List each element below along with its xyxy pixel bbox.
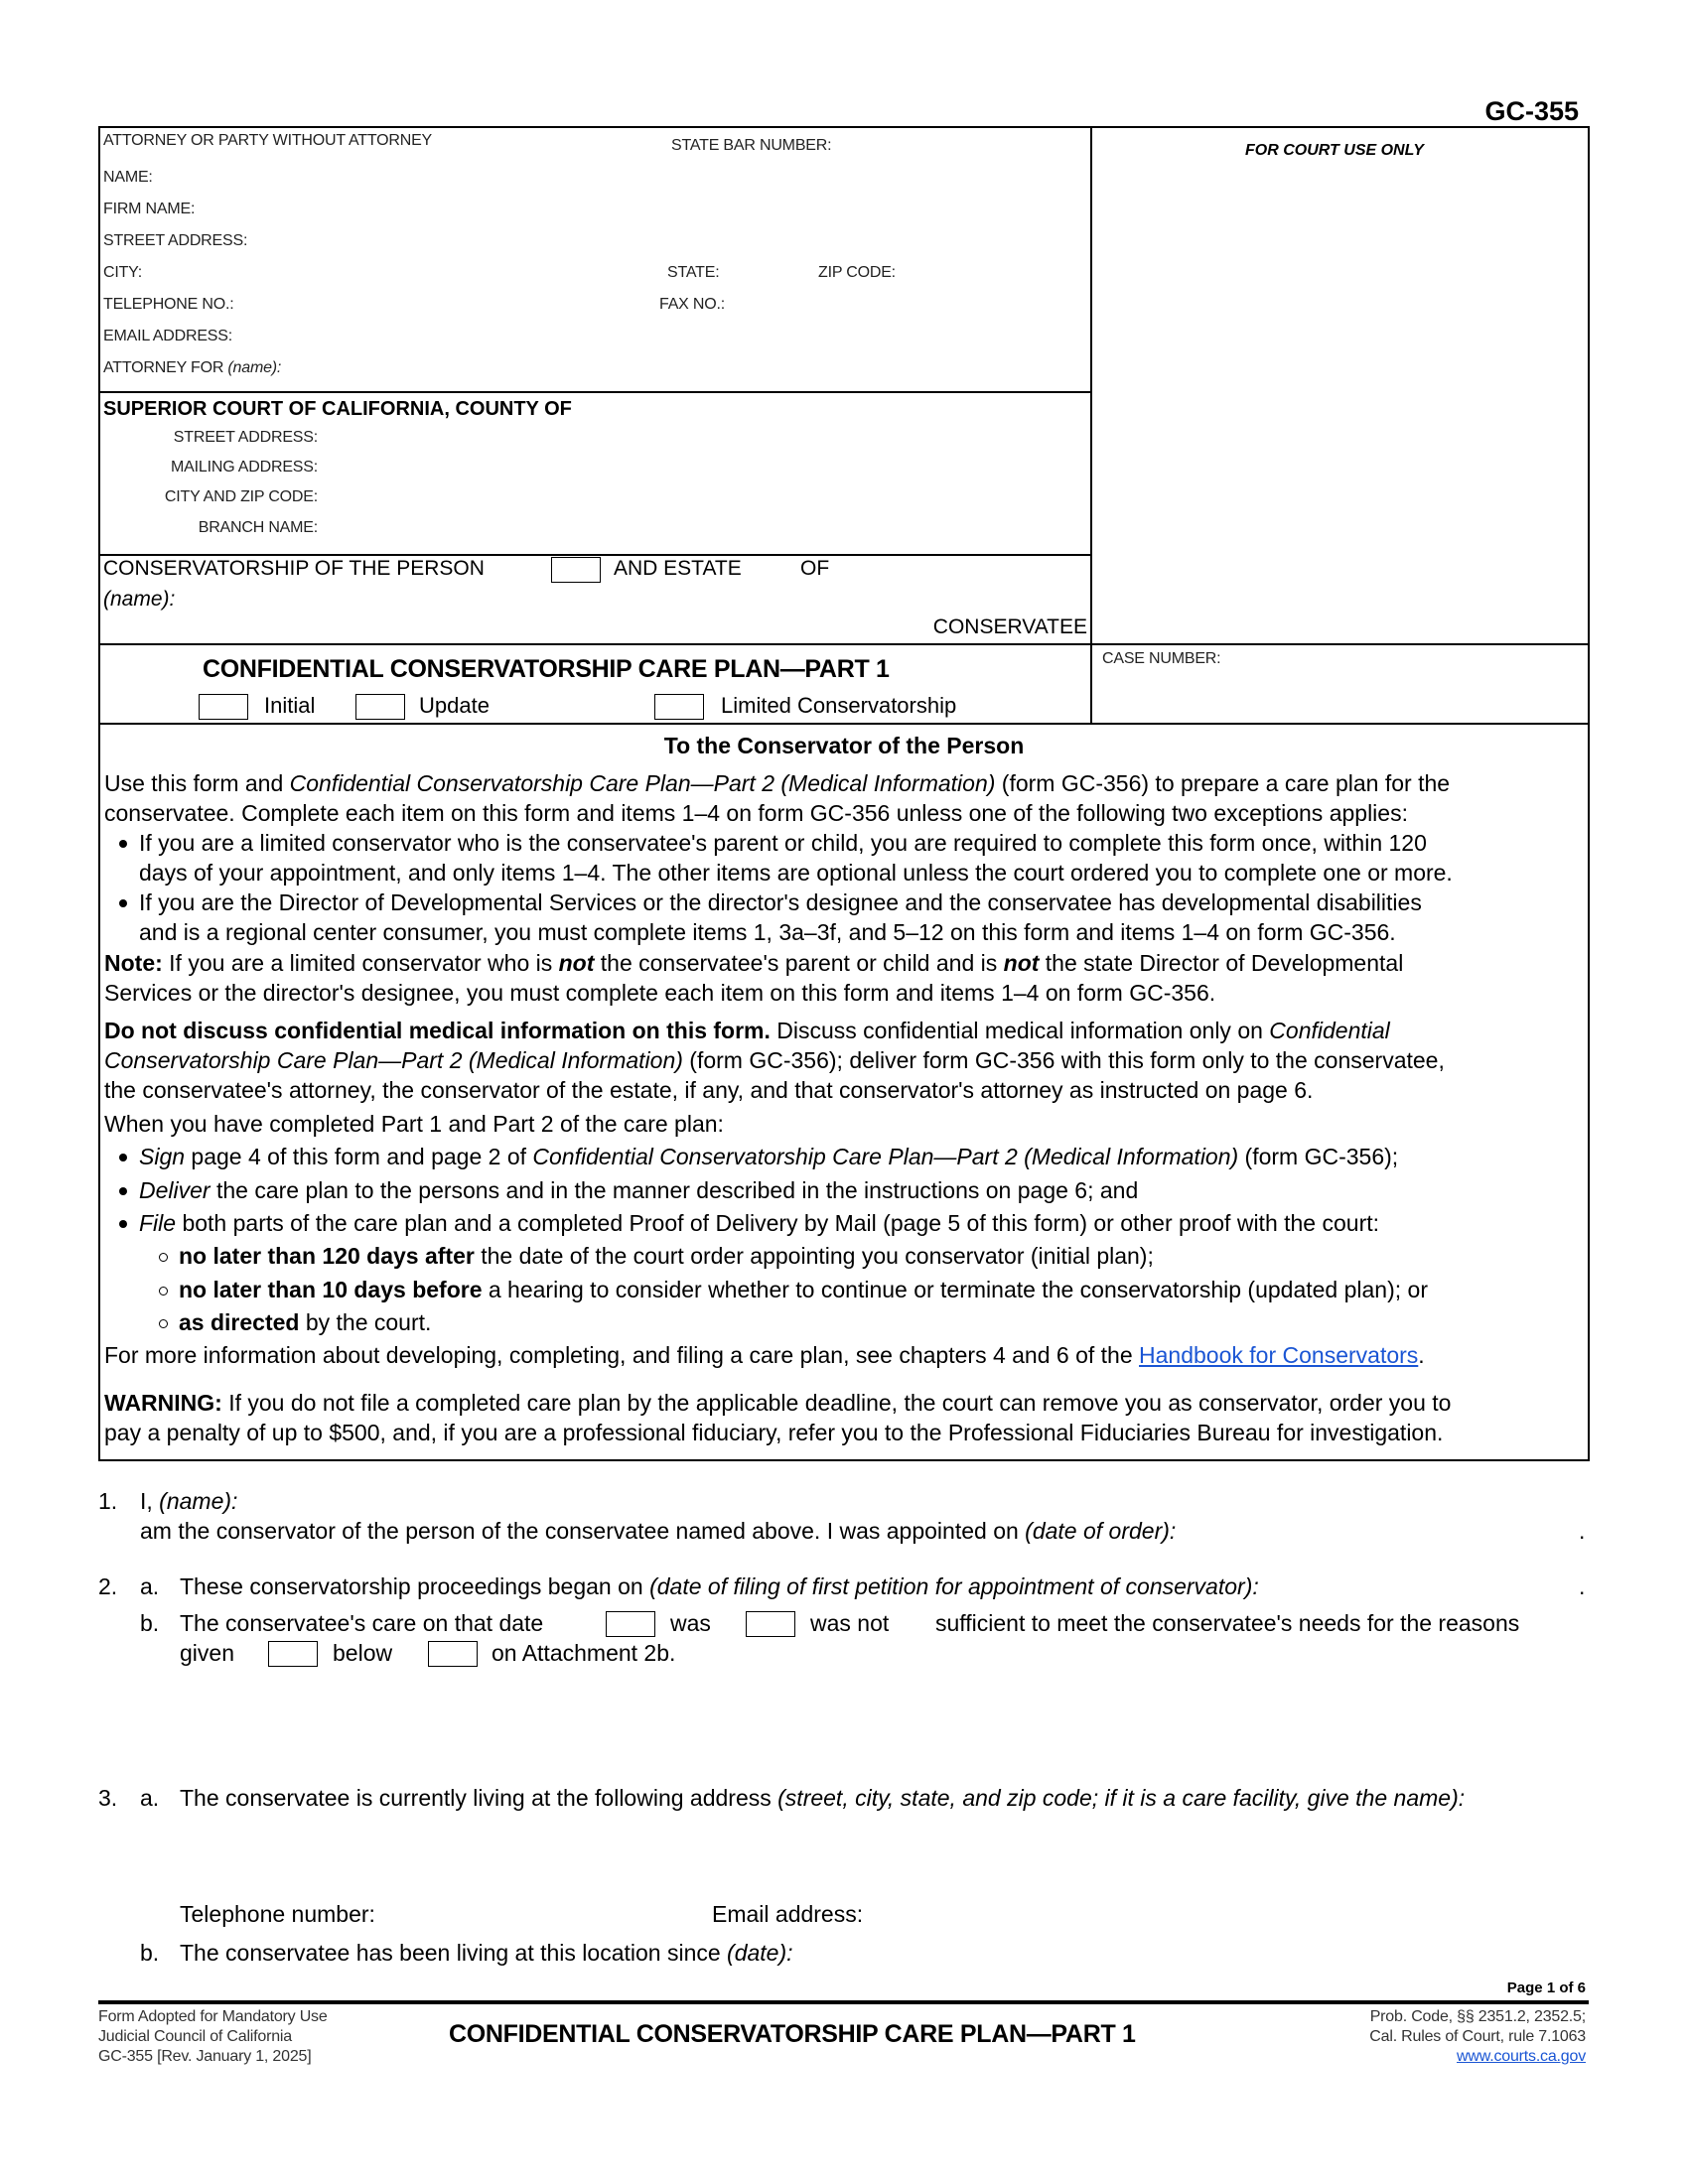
- file-step: [139, 1208, 1379, 1238]
- more-info: [104, 1340, 1425, 1370]
- text: both parts of the care plan and a completed Proof of Delivery by Mail (page 5 of this form) or other proof with the court:: [176, 1210, 1380, 1236]
- item-2b-letter: b.: [140, 1610, 160, 1636]
- bullet-icon: [119, 840, 127, 848]
- conservatee-email-input[interactable]: [884, 1899, 1583, 1929]
- circle-bullet-icon: [159, 1253, 168, 1262]
- form-id: GC-355: [1484, 96, 1579, 126]
- item-1-number: 1.: [98, 1488, 118, 1514]
- text: the care plan to the persons and in the manner described in the instructions on page 6; and: [210, 1177, 1139, 1203]
- instructions-heading: To the Conservator of the Person: [663, 733, 1025, 758]
- state-label: STATE:: [667, 264, 720, 281]
- below-label: below: [333, 1640, 393, 1666]
- handbook-link[interactable]: Handbook for Conservators: [1139, 1342, 1419, 1368]
- caption-of-label: OF: [800, 557, 830, 580]
- reasons-attachment-checkbox[interactable]: [428, 1641, 478, 1667]
- text: The conservatee is currently living at the following address: [180, 1785, 778, 1811]
- footer-council: Judicial Council of California: [98, 2028, 292, 2045]
- header-top-border: [98, 126, 1590, 128]
- title-bottom-border: [98, 723, 1590, 725]
- text: no later than 10 days before: [179, 1277, 483, 1302]
- telephone-input[interactable]: [248, 292, 649, 318]
- attorney-for-label: [103, 359, 281, 377]
- item-3b-text: [180, 1938, 793, 1968]
- telephone-label: TELEPHONE NO.:: [103, 296, 234, 313]
- text: am the conservator of the person of the conservatee named above. I was appointed on: [140, 1518, 1026, 1544]
- item-3a-text: [180, 1783, 1465, 1813]
- text: I,: [140, 1488, 160, 1514]
- text: (form GC-356);: [1238, 1144, 1399, 1169]
- period: .: [1579, 1518, 1586, 1544]
- street-address-label: STREET ADDRESS:: [103, 232, 248, 249]
- footer-prob-code: Prob. Code, §§ 2351.2, 2352.5;: [1369, 2008, 1586, 2025]
- text: the state Director of Developmental: [1039, 950, 1404, 976]
- text: by the court.: [299, 1309, 432, 1335]
- city-label: CITY:: [103, 264, 143, 281]
- court-bottom-border: [98, 554, 1091, 556]
- email-input[interactable]: [248, 324, 1086, 349]
- fax-label: FAX NO.:: [659, 296, 725, 313]
- header-divider-vertical: [1090, 126, 1092, 724]
- firm-name-label: FIRM NAME:: [103, 201, 196, 217]
- conservatee-telephone-input[interactable]: [397, 1899, 699, 1929]
- court-mailing-label: MAILING ADDRESS:: [171, 459, 318, 476]
- text: .: [1418, 1342, 1425, 1368]
- county-input[interactable]: [635, 397, 1086, 425]
- exception-2-line2: and is a regional center consumer, you must complete items 1, 3a–3f, and 5–12 on this form and items 1–4 on form GC-356.: [139, 919, 1396, 945]
- exception-1-line2: days of your appointment, and only items 1–4. The other items are optional unless the court ordered you to complete one or more.: [139, 860, 1453, 886]
- bullet-icon: [119, 899, 127, 907]
- when-completed: When you have completed Part 1 and Part 2 of the care plan:: [104, 1111, 724, 1137]
- text: Deliver: [139, 1177, 211, 1203]
- text: the conservatee's parent or child and is: [594, 950, 1004, 976]
- item-2a-text: [180, 1571, 1259, 1601]
- instructions-bottom-border: [98, 1459, 1590, 1461]
- footer-revision: GC-355 [Rev. January 1, 2025]: [98, 2048, 312, 2065]
- circle-bullet-icon: [159, 1287, 168, 1296]
- page-number: Page 1 of 6: [1506, 1979, 1586, 1996]
- confidential-line1: [104, 1016, 1390, 1045]
- form-title: CONFIDENTIAL CONSERVATORSHIP CARE PLAN—PART 1: [203, 655, 890, 683]
- court-city-zip-label: CITY AND ZIP CODE:: [164, 488, 318, 505]
- attorney-for-text: ATTORNEY FOR: [103, 359, 224, 376]
- firm-name-input[interactable]: [199, 197, 1086, 222]
- case-number-input[interactable]: [1102, 675, 1583, 717]
- hint: (date of filing of first petition for appointment of conservator):: [649, 1573, 1259, 1599]
- text: If you are a limited conservator who is: [162, 950, 559, 976]
- limited-conservatorship-checkbox[interactable]: [654, 694, 704, 720]
- current-address-textarea[interactable]: [180, 1817, 1574, 1900]
- bullet-icon: [119, 1220, 127, 1228]
- deadline-directed: [179, 1307, 431, 1337]
- emphasis: not: [1003, 950, 1040, 976]
- deadline-initial: [179, 1241, 1154, 1271]
- footer-adopted: Form Adopted for Mandatory Use: [98, 2008, 328, 2025]
- conservatee-name-input[interactable]: [189, 586, 1086, 615]
- circle-bullet-icon: [159, 1319, 168, 1328]
- item-3a-letter: a.: [140, 1785, 160, 1811]
- street-address-input[interactable]: [248, 228, 1086, 254]
- note-label: Note:: [104, 950, 163, 976]
- case-number-label: CASE NUMBER:: [1102, 650, 1221, 667]
- bullet-icon: [119, 1187, 127, 1195]
- hint: (date of order):: [1025, 1518, 1177, 1544]
- was-not-label: was not: [810, 1610, 890, 1636]
- limited-conservatorship-label: Limited Conservatorship: [721, 693, 957, 718]
- living-since-date-input[interactable]: [854, 1938, 1553, 1968]
- caption-name-hint: (name):: [103, 588, 176, 611]
- text: a hearing to consider whether to continue or terminate the conservatorship (updated plan); or: [482, 1277, 1428, 1302]
- form-reference: Confidential Conservatorship Care Plan—Part 2 (Medical Information): [289, 770, 996, 796]
- proceedings-date-input[interactable]: [1360, 1571, 1573, 1601]
- court-heading: SUPERIOR COURT OF CALIFORNIA, COUNTY OF: [103, 398, 572, 420]
- item-2a-letter: a.: [140, 1573, 160, 1599]
- appointment-date-input[interactable]: [1271, 1516, 1573, 1546]
- care-was-checkbox[interactable]: [606, 1611, 655, 1637]
- item-1-line1: [140, 1486, 237, 1516]
- court-street-label: STREET ADDRESS:: [173, 429, 318, 446]
- caption-person-label: CONSERVATORSHIP OF THE PERSON: [103, 557, 485, 580]
- text: These conservatorship proceedings began on: [180, 1573, 650, 1599]
- attorney-for-hint: (name):: [227, 359, 282, 376]
- confidential-line3: the conservatee's attorney, the conservator of the estate, if any, and that conservator's attorney as instructed on page 6.: [104, 1077, 1314, 1103]
- note-line2: Services or the director's designee, you must complete each item on this form and items 1–4 on form GC-356.: [104, 980, 1216, 1006]
- footer-title: CONFIDENTIAL CONSERVATORSHIP CARE PLAN—PART 1: [449, 2020, 1136, 2048]
- hint: (name):: [159, 1488, 238, 1514]
- form-reference: Confidential: [1269, 1018, 1390, 1043]
- courts-website-link[interactable]: www.courts.ca.gov: [1457, 2048, 1586, 2065]
- footer-rules: Cal. Rules of Court, rule 7.1063: [1369, 2028, 1586, 2045]
- item-2-number: 2.: [98, 1573, 118, 1599]
- text: If you do not file a completed care plan by the applicable deadline, the court can remove you as conservator, order you to: [221, 1390, 1452, 1416]
- hint: (street, city, state, and zip code; if it is a care facility, give the name):: [777, 1785, 1466, 1811]
- email-address-label: Email address:: [712, 1901, 864, 1927]
- text: no later than 120 days after: [179, 1243, 475, 1269]
- court-street-input[interactable]: [328, 427, 1086, 453]
- item-2b-text-cont: sufficient to meet the conservatee's needs for the reasons: [935, 1610, 1520, 1636]
- period: .: [1579, 1573, 1586, 1599]
- text: (form GC-356) to prepare a care plan for the: [995, 770, 1451, 796]
- update-label: Update: [419, 693, 490, 718]
- text: page 4 of this form and page 2 of: [185, 1144, 533, 1169]
- court-city-zip-input[interactable]: [328, 486, 1086, 512]
- attorney-for-input[interactable]: [298, 355, 1086, 381]
- court-use-label: FOR COURT USE ONLY: [1245, 142, 1424, 159]
- caption-conservatee-label: CONSERVATEE: [932, 615, 1087, 638]
- text: Discuss confidential medical information only on: [770, 1018, 1270, 1043]
- item-3-number: 3.: [98, 1785, 118, 1811]
- instructions-p1: [104, 768, 1589, 798]
- text: The conservatee has been living at this location since: [180, 1940, 728, 1966]
- care-was-not-checkbox[interactable]: [746, 1611, 795, 1637]
- form-reference: Conservatorship Care Plan—Part 2 (Medical Information): [104, 1047, 683, 1073]
- city-input[interactable]: [149, 260, 659, 286]
- text: File: [139, 1210, 177, 1236]
- text: the date of the court order appointing you conservator (initial plan);: [474, 1243, 1154, 1269]
- confidential-warning: Do not discuss confidential medical information on this form.: [104, 1018, 771, 1043]
- text: Sign: [139, 1144, 186, 1169]
- attorney-name-label: NAME:: [103, 169, 153, 186]
- caption-and-estate-label: AND ESTATE: [614, 557, 742, 580]
- state-input[interactable]: [730, 260, 813, 286]
- and-estate-checkbox[interactable]: [551, 557, 601, 583]
- item-2b-text: The conservatee's care on that date: [180, 1610, 544, 1636]
- reasons-textarea[interactable]: [180, 1673, 1574, 1776]
- court-branch-label: BRANCH NAME:: [198, 519, 318, 536]
- state-bar-label: STATE BAR NUMBER:: [671, 137, 832, 154]
- reasons-below-checkbox[interactable]: [268, 1641, 318, 1667]
- sign-step: [139, 1142, 1398, 1171]
- initial-checkbox[interactable]: [199, 694, 248, 720]
- initial-label: Initial: [264, 693, 316, 718]
- hint: (date):: [727, 1940, 793, 1966]
- zip-code-input[interactable]: [904, 260, 1086, 286]
- item-1-line2: [140, 1516, 1176, 1546]
- email-label: EMAIL ADDRESS:: [103, 328, 232, 344]
- attorney-heading: ATTORNEY OR PARTY WITHOUT ATTORNEY: [103, 132, 433, 149]
- bullet-icon: [119, 1154, 127, 1161]
- deliver-step: [139, 1175, 1138, 1205]
- warning-line2: pay a penalty of up to $500, and, if you are a professional fiduciary, refer you to the Professional Fiduciaries Bureau for investigation.: [104, 1420, 1444, 1445]
- telephone-number-label: Telephone number:: [180, 1901, 375, 1927]
- attachment-label: on Attachment 2b.: [492, 1640, 676, 1666]
- given-label: given: [180, 1640, 234, 1666]
- state-bar-input[interactable]: [854, 133, 1086, 159]
- court-branch-input[interactable]: [328, 517, 1086, 543]
- was-label: was: [670, 1610, 711, 1636]
- text: Use this form and: [104, 770, 290, 796]
- update-checkbox[interactable]: [355, 694, 405, 720]
- text: as directed: [179, 1309, 300, 1335]
- deadline-update: [179, 1275, 1428, 1304]
- form-reference: Confidential Conservatorship Care Plan—Part 2 (Medical Information): [532, 1144, 1239, 1169]
- instructions-p1-line2: conservatee. Complete each item on this form and items 1–4 on form GC-356 unless one of the following two exceptions applies:: [104, 800, 1408, 826]
- conservator-name-input[interactable]: [258, 1486, 1583, 1516]
- warning-line1: [104, 1388, 1451, 1418]
- text: For more information about developing, completing, and filing a care plan, see chapters 4 and 6 of the: [104, 1342, 1140, 1368]
- text: (form GC-356); deliver form GC-356 with this form only to the conservatee,: [682, 1047, 1445, 1073]
- confidential-line2: [104, 1045, 1445, 1075]
- emphasis: not: [558, 950, 595, 976]
- fax-input[interactable]: [735, 292, 1086, 318]
- court-mailing-input[interactable]: [328, 457, 1086, 482]
- header-left-border: [98, 126, 100, 1461]
- zip-code-label: ZIP CODE:: [818, 264, 896, 281]
- attorney-bottom-border: [98, 391, 1091, 393]
- attorney-name-input[interactable]: [159, 165, 1086, 191]
- exception-1-line1: If you are a limited conservator who is the conservatee's parent or child, you are required to complete this form once, within 120: [139, 830, 1427, 856]
- footer-rule: [98, 2000, 1589, 2004]
- caption-bottom-border: [98, 643, 1590, 645]
- exception-2-line1: If you are the Director of Developmental Services or the director's designee and the conservatee has developmental disabilities: [139, 889, 1422, 915]
- item-3b-letter: b.: [140, 1940, 160, 1966]
- warning-label: WARNING:: [104, 1390, 222, 1416]
- note-line1: [104, 948, 1403, 978]
